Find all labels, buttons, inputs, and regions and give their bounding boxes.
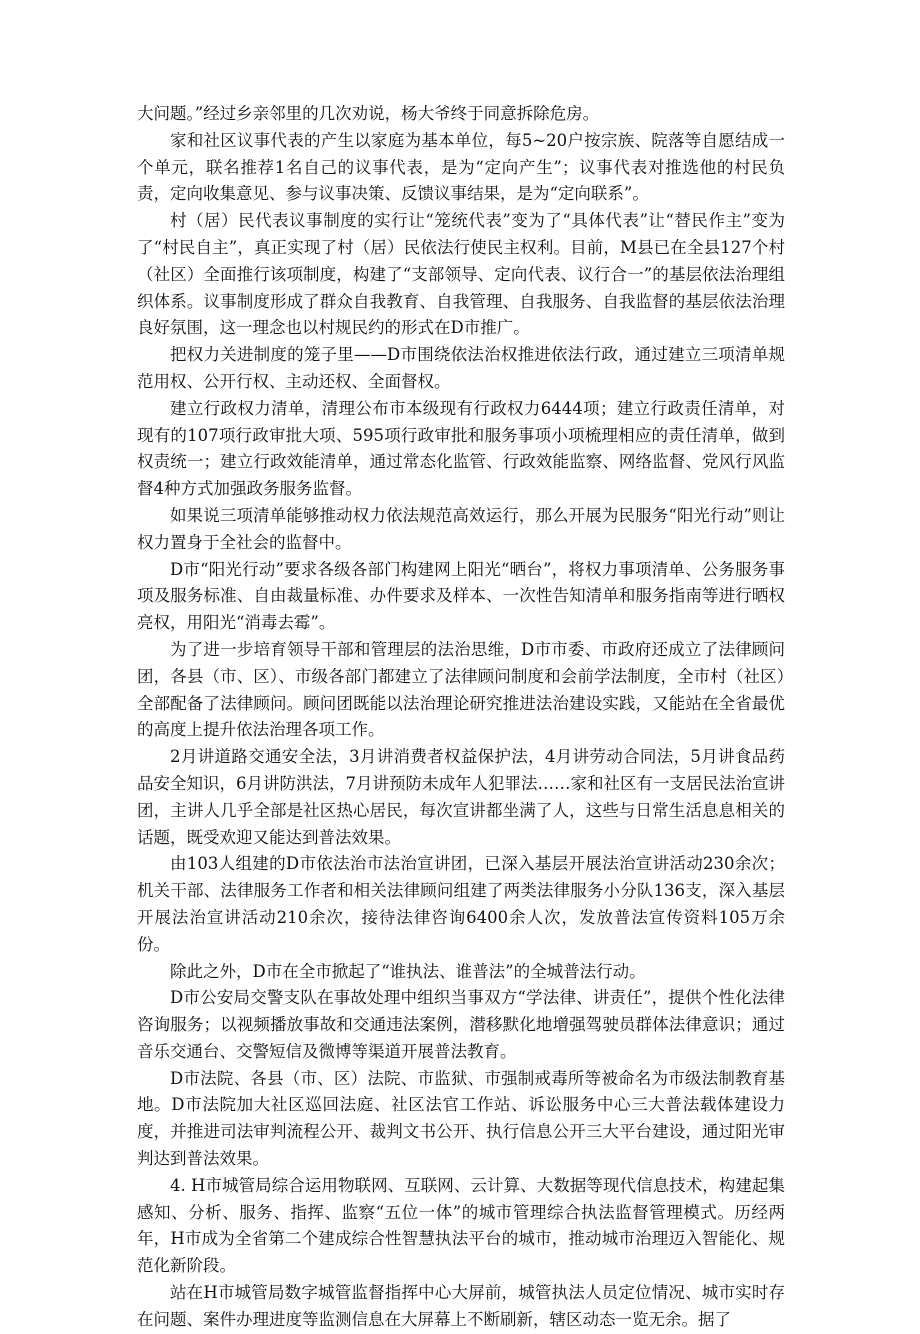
- paragraph: D市“阳光行动”要求各级各部门构建网上阳光“晒台”，将权力事项清单、公务服务事项及服务标准、自由裁量标准、办件要求及样本、一次性告知清单和服务指南等进行晒权亮权，用阳光“消毒去霉”。: [137, 559, 785, 633]
- paragraph: 站在H市城管局数字城管监督指挥中心大屏前，城管执法人员定位情况、城市实时存在问题、案件办理进度等监测信息在大屏幕上不断刷新，辖区动态一览无余。据了: [137, 1283, 785, 1329]
- paragraph: 4. H市城管局综合运用物联网、互联网、云计算、大数据等现代信息技术，构建起集感知、分析、服务、指挥、监察“五位一体”的城市管理综合执法监督管理模式。历经两年，H市成为全省第二个建成综合性智慧执法平台的城市，推动城市治理迈入智能化、规范化新阶段。: [137, 1175, 785, 1276]
- paragraph-continuation: 大问题。”经过乡亲邻里的几次劝说，杨大爷终于同意拆除危房。: [137, 104, 600, 123]
- paragraph: 村（居）民代表议事制度的实行让“笼统代表”变为了“具体代表”让“替民作主”变为了“村民自主”，真正实现了村（居）民依法行使民主权利。目前，M县已在全县127个村（社区）全面推行该项制度，构建了“支部领导、定向代表、议行合一”的基层依法治理组织体系。议事制度形成了群众自我教育、自我管理、自我服务、自我监督的基层依法治理良好氛围，这一理念也以村规民约的形式在D市推广。: [137, 211, 785, 338]
- paragraph: 家和社区议事代表的产生以家庭为基本单位，每5~20户按宗族、院落等自愿结成一个单元，联名推荐1名自己的议事代表，是为“定向产生”；议事代表对推选他的村民负责，定向收集意见、参与议事决策、反馈议事结果，是为“定向联系”。: [137, 130, 785, 204]
- paragraph: D市法院、各县（市、区）法院、市监狱、市强制戒毒所等被命名为市级法制教育基地。D市法院加大社区巡回法庭、社区法官工作站、诉讼服务中心三大普法载体建设力度，并推进司法审判流程公开、裁判文书公开、执行信息公开三大平台建设，通过阳光审判达到普法效果。: [137, 1068, 785, 1169]
- document-body: [137, 101, 785, 1334]
- paragraph: 把权力关进制度的笼子里——D市围绕依法治权推进依法行政，通过建立三项清单规范用权、公开行权、主动还权、全面督权。: [137, 345, 785, 391]
- paragraph: 2月讲道路交通安全法，3月讲消费者权益保护法，4月讲劳动合同法，5月讲食品药品安全知识，6月讲防洪法，7月讲预防未成年人犯罪法……家和社区有一支居民法治宣讲团，主讲人几乎全部是社区热心居民，每次宣讲都坐满了人，这些与日常生活息息相关的话题，既受欢迎又能达到普法效果。: [137, 747, 785, 847]
- paragraph: 如果说三项清单能够推动权力依法规范高效运行，那么开展为民服务“阳光行动”则让权力置身于全社会的监督中。: [137, 505, 785, 552]
- paragraph: D市公安局交警支队在事故处理中组织当事双方“学法律、讲责任”，提供个性化法律咨询服务；以视频播放事故和交通违法案例，潜移默化地增强驾驶员群体法律意识；通过音乐交通台、交警短信及微博等渠道开展普法教育。: [137, 988, 785, 1061]
- paragraph: 由103人组建的D市依法治市法治宣讲团，已深入基层开展法治宣讲活动230余次；机关干部、法律服务工作者和相关法律顾问组建了两类法律服务小分队136支，深入基层开展法治宣讲活动210余次，接待法律咨询6400余人次，发放普法宣传资料105万余份。: [137, 854, 785, 954]
- paragraph: 建立行政权力清单，清理公布市本级现有行政权力6444项；建立行政责任清单，对现有的107项行政审批大项、595项行政审批和服务事项小项梳理相应的责任清单，做到权责统一；建立行政效能清单，通过常态化监管、行政效能监察、网络监督、党风行风监督4种方式加强政务服务监督。: [137, 398, 785, 499]
- paragraph: 为了进一步培育领导干部和管理层的法治思维，D市市委、市政府还成立了法律顾问团，各县（市、区）、市级各部门都建立了法律顾问制度和会前学法制度，全市村（社区）全部配备了法律顾问。顾问团既能以法治理论研究推进法治建设实践，又能站在全省最优的高度上提升依法治理各项工作。: [137, 639, 785, 740]
- paragraph: 除此之外，D市在全市掀起了“谁执法、谁普法”的全城普法行动。: [170, 961, 646, 981]
